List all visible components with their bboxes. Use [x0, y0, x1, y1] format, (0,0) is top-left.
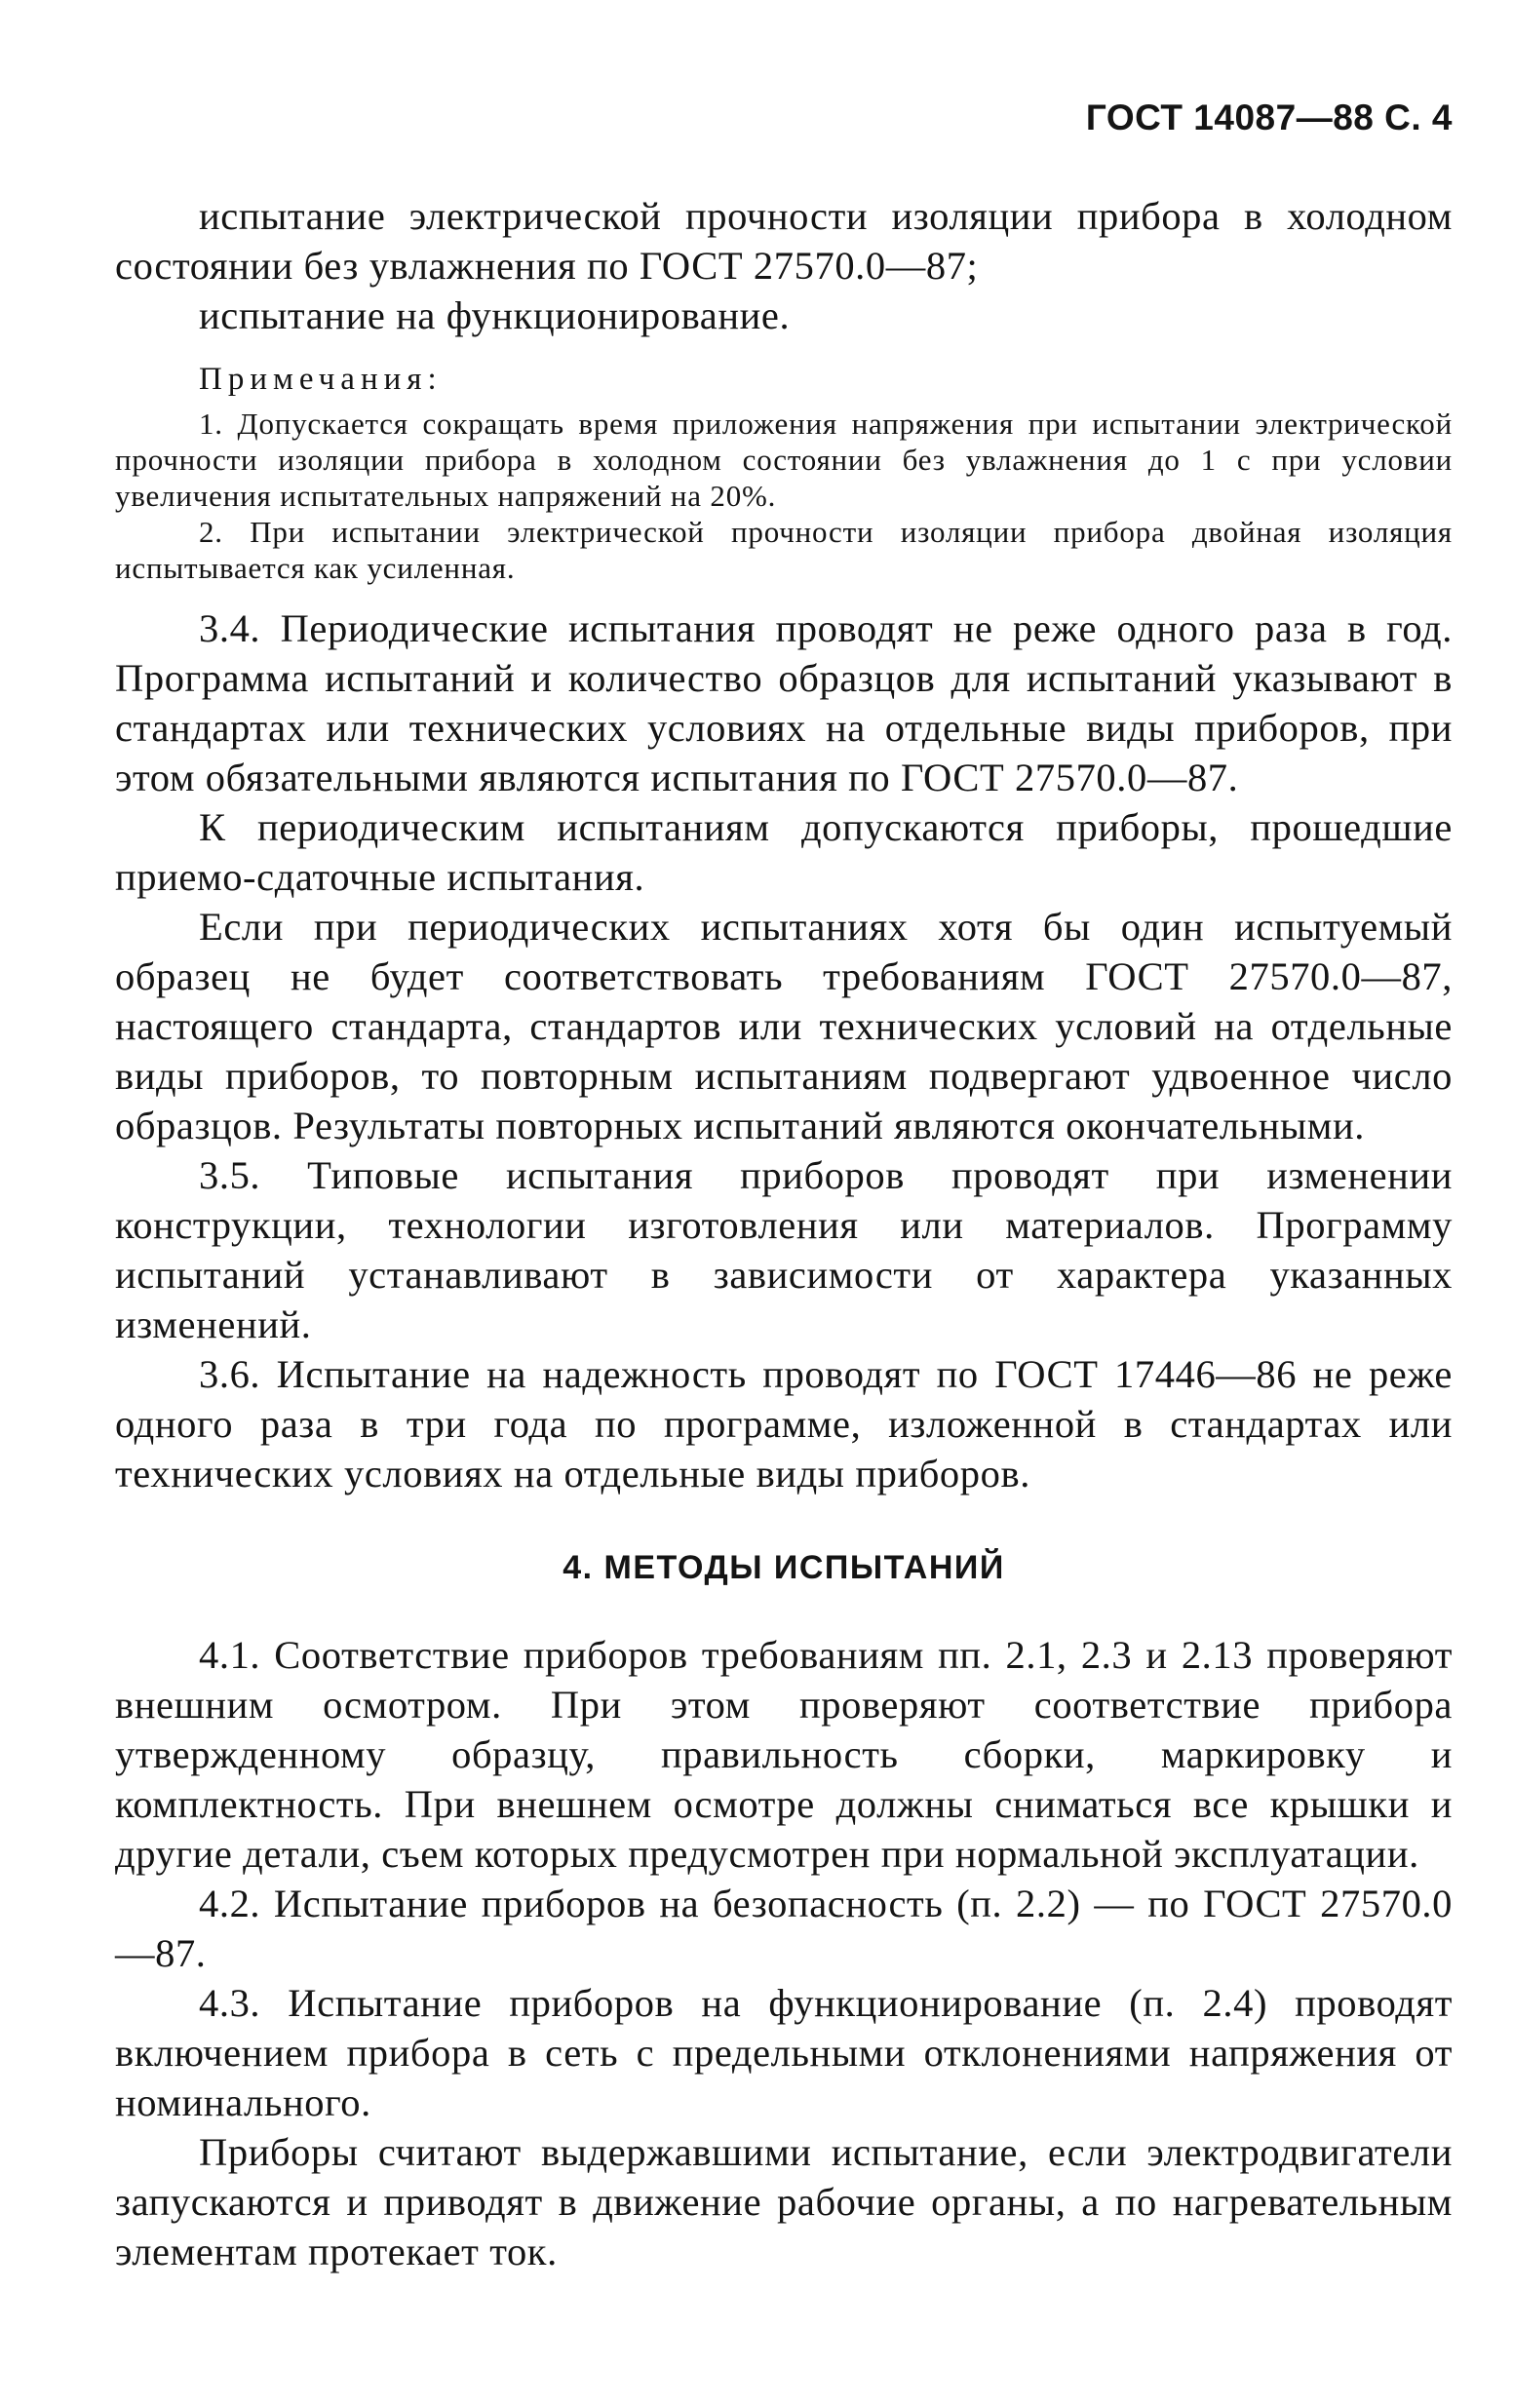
clause-4-1: 4.1. Соответствие приборов требованиям пп. 2.1, 2.3 и 2.13 проверяют внешним осмотром. При этом проверяют соответствие прибора утвержденному образцу, правильность сборки, маркировку и комплектность. При внешнем осмотре должны сниматься все крышки и другие детали, съем которых предусмотрен при нормальной эксплуатации. [115, 1633, 1453, 1876]
page-header: ГОСТ 14087—88 С. 4 [1085, 97, 1453, 137]
intro-paragraph: испытание на функционирование. [199, 293, 791, 337]
intro-paragraph: испытание электрической прочности изоляции прибора в холодном состоянии без увлажнения по ГОСТ 27570.0—87; [115, 194, 1453, 288]
clause-4-2: 4.2. Испытание приборов на безопасность (п. 2.2) — по ГОСТ 27570.0—87. [115, 1882, 1453, 1975]
note-item: 1. Допускается сокращать время приложения напряжения при испытании электрической прочности изоляции прибора в холодном состоянии без увлажнения до 1 с при условии увеличения испытательных напряжений на 20%. [115, 407, 1453, 513]
section-title: 4. МЕТОДЫ ИСПЫТАНИЙ [563, 1549, 1005, 1586]
clause-paragraph: Приборы считают выдержавшими испытание, если электродвигатели запускаются и приводят в движение рабочие органы, а по нагревательным элементам протекает ток. [115, 2130, 1453, 2273]
page-content [115, 191, 1453, 2276]
clause-3-5: 3.5. Типовые испытания приборов проводят при изменении конструкции, технологии изготовления или материалов. Программу испытаний устанавливают в зависимости от характера указанных изменений. [115, 1153, 1453, 1346]
note-item: 2. При испытании электрической прочности изоляции прибора двойная изоляция испытывается как усиленная. [115, 515, 1453, 585]
clause-3-6: 3.6. Испытание на надежность проводят по ГОСТ 17446—86 не реже одного раза в три года по программе, изложенной в стандартах или технических условиях на отдельные виды приборов. [115, 1352, 1453, 1495]
clause-3-4: 3.4. Периодические испытания проводят не реже одного раза в год. Программа испытаний и количество образцов для испытаний указывают в стандартах или технических условиях на отдельные виды приборов, при этом обязательными являются испытания по ГОСТ 27570.0—87. [115, 606, 1453, 799]
clause-paragraph: Если при периодических испытаниях хотя бы один испытуемый образец не будет соответствовать требованиям ГОСТ 27570.0—87, настоящего стандарта, стандартов или технических условий на отдельные виды приборов, то повторным испытаниям подвергают удвоенное число образцов. Результаты повторных испытаний являются окончательными. [115, 905, 1453, 1147]
clause-paragraph: К периодическим испытаниям допускаются приборы, прошедшие приемо-сдаточные испытания. [115, 805, 1453, 899]
clause-4-3: 4.3. Испытание приборов на функционирование (п. 2.4) проводят включением прибора в сеть с предельными отклонениями напряжения от номинального. [115, 1981, 1453, 2124]
notes-title: Примечания: [199, 362, 443, 397]
